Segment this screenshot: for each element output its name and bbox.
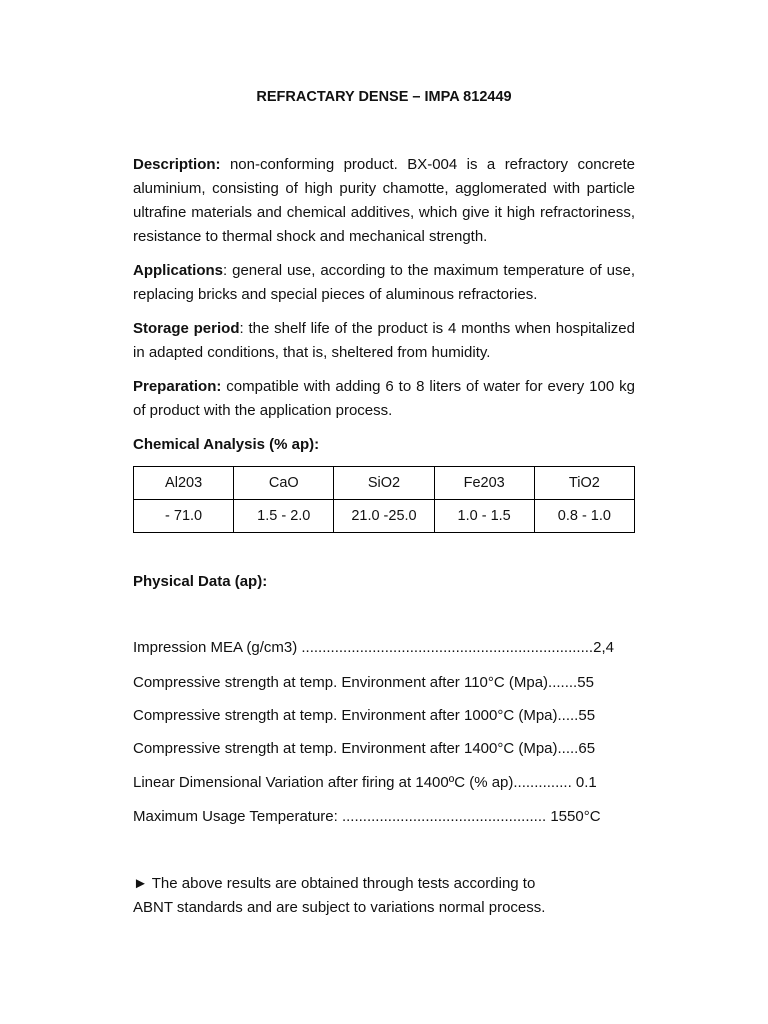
physical-data-line: Compressive strength at temp. Environment after 1400°C (Mpa).....65 bbox=[133, 740, 596, 757]
applications-paragraph bbox=[133, 259, 635, 307]
table-cell: 0.8 - 1.0 bbox=[534, 500, 634, 533]
table-header-cell: SiO2 bbox=[334, 467, 434, 500]
applications-text: : general use, according to the maximum temperature of use, replacing bricks and special pieces of aluminous refractories. bbox=[133, 262, 635, 303]
applications-label: Applications bbox=[133, 262, 224, 279]
chemical-analysis-table bbox=[133, 466, 635, 533]
table-cell: - 71.0 bbox=[134, 500, 234, 533]
storage-paragraph bbox=[133, 317, 635, 365]
storage-text: : the shelf life of the product is 4 months when hospitalized in adapted conditions, that is, sheltered from humidity. bbox=[133, 320, 635, 361]
preparation-text: compatible with adding 6 to 8 liters of water for every 100 kg of product with the application process. bbox=[133, 378, 635, 419]
results-note: ► The above results are obtained through tests according to ABNT standards and are subject to variations normal process. bbox=[133, 875, 546, 916]
physical-data-line: Maximum Usage Temperature: ................................................. 1550°C bbox=[133, 808, 601, 825]
physical-data-line: Compressive strength at temp. Environment after 110°C (Mpa).......55 bbox=[133, 674, 594, 691]
physical-data-heading: Physical Data (ap): bbox=[133, 573, 268, 590]
preparation-paragraph bbox=[133, 375, 635, 423]
description-label: Description: bbox=[133, 156, 221, 173]
preparation-label: Preparation: bbox=[133, 378, 222, 395]
physical-data-line: Impression MEA (g/cm3) ......................................................................2,4 bbox=[133, 639, 614, 656]
table-row bbox=[134, 500, 635, 533]
description-text: non-conforming product. BX-004 is a refractory concrete aluminium, consisting of high purity chamotte, agglomerated with particle ultrafine materials and chemical additives, which give it high refractoriness, resistance to thermal shock and mechanical strength. bbox=[133, 156, 635, 245]
physical-data-line: Linear Dimensional Variation after firing at 1400ºC (% ap).............. 0.1 bbox=[133, 774, 597, 791]
table-cell: 1.5 - 2.0 bbox=[234, 500, 334, 533]
table-header-cell: Fe203 bbox=[434, 467, 534, 500]
document-title: REFRACTARY DENSE – IMPA 812449 bbox=[256, 89, 512, 105]
storage-label: Storage period bbox=[133, 320, 240, 337]
table-header-cell: TiO2 bbox=[534, 467, 634, 500]
description-paragraph bbox=[133, 153, 635, 249]
table-header-cell: CaO bbox=[234, 467, 334, 500]
table-header-row bbox=[134, 467, 635, 500]
table-cell: 1.0 - 1.5 bbox=[434, 500, 534, 533]
table-header-cell: Al203 bbox=[134, 467, 234, 500]
physical-data-line: Compressive strength at temp. Environment after 1000°C (Mpa).....55 bbox=[133, 707, 596, 724]
chemical-analysis-heading: Chemical Analysis (% ap): bbox=[133, 436, 320, 453]
table-cell: 21.0 -25.0 bbox=[334, 500, 434, 533]
